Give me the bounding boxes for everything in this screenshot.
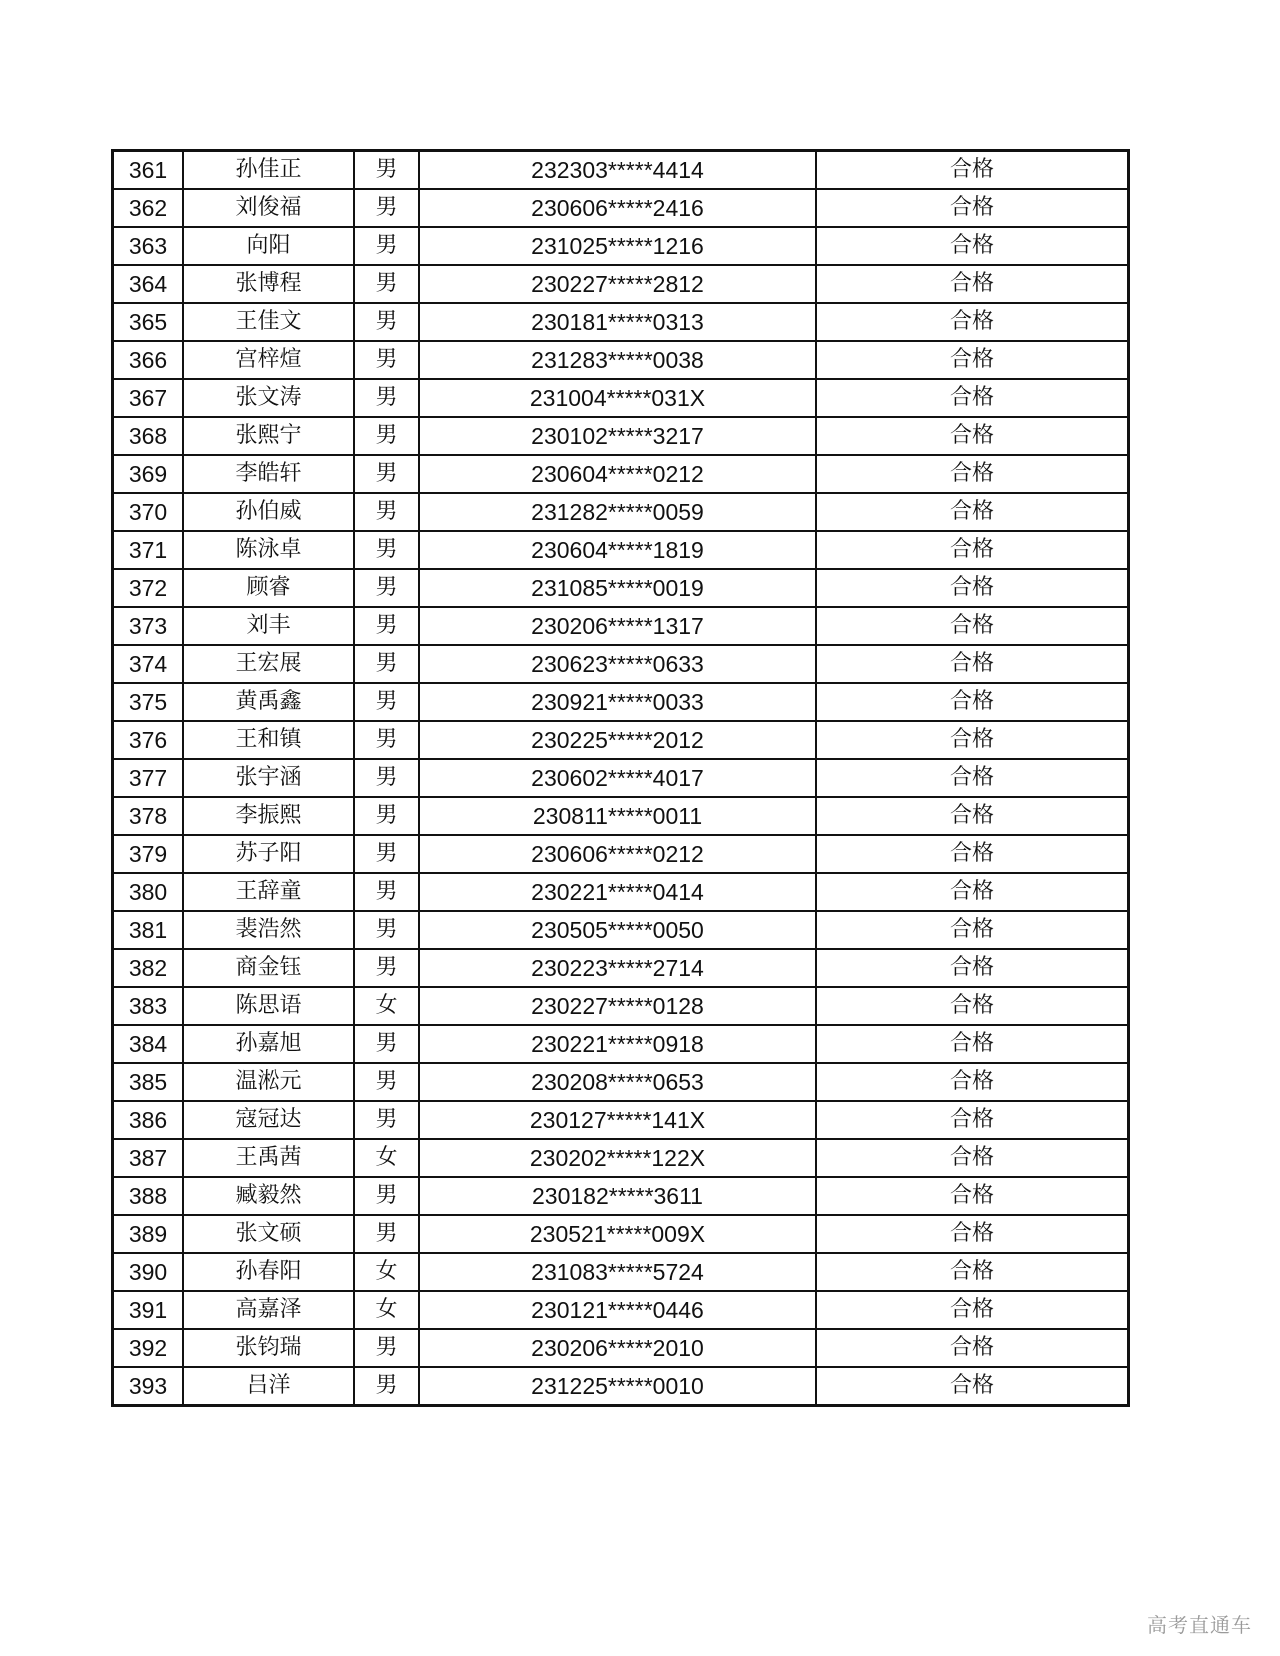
candidate-name: 刘俊福	[183, 189, 354, 227]
candidate-gender: 女	[354, 1139, 419, 1177]
candidate-name: 孙嘉旭	[183, 1025, 354, 1063]
result-status: 合格	[816, 949, 1129, 987]
masked-id-number: 230221*****0918	[419, 1025, 816, 1063]
candidate-gender: 女	[354, 1253, 419, 1291]
candidate-name: 张文硕	[183, 1215, 354, 1253]
masked-id-number: 230604*****0212	[419, 455, 816, 493]
result-status: 合格	[816, 303, 1129, 341]
candidate-name: 顾睿	[183, 569, 354, 607]
candidate-gender: 男	[354, 189, 419, 227]
result-status: 合格	[816, 341, 1129, 379]
candidate-gender: 男	[354, 1215, 419, 1253]
table-row	[113, 759, 1129, 797]
table-row	[113, 1291, 1129, 1329]
candidate-name: 张博程	[183, 265, 354, 303]
masked-id-number: 230127*****141X	[419, 1101, 816, 1139]
row-number: 392	[113, 1329, 184, 1367]
candidate-gender: 女	[354, 987, 419, 1025]
candidate-name: 孙伯威	[183, 493, 354, 531]
candidate-name: 商金钰	[183, 949, 354, 987]
result-status: 合格	[816, 873, 1129, 911]
masked-id-number: 230602*****4017	[419, 759, 816, 797]
table-row	[113, 303, 1129, 341]
masked-id-number: 230225*****2012	[419, 721, 816, 759]
row-number: 388	[113, 1177, 184, 1215]
table-row	[113, 227, 1129, 265]
row-number: 390	[113, 1253, 184, 1291]
row-number: 385	[113, 1063, 184, 1101]
row-number: 374	[113, 645, 184, 683]
table-row	[113, 417, 1129, 455]
table-row	[113, 569, 1129, 607]
candidate-gender: 男	[354, 1177, 419, 1215]
result-status: 合格	[816, 1253, 1129, 1291]
masked-id-number: 230182*****3611	[419, 1177, 816, 1215]
table-row	[113, 455, 1129, 493]
row-number: 375	[113, 683, 184, 721]
masked-id-number: 231282*****0059	[419, 493, 816, 531]
results-table-body	[113, 151, 1129, 1406]
masked-id-number: 230181*****0313	[419, 303, 816, 341]
table-row	[113, 493, 1129, 531]
row-number: 382	[113, 949, 184, 987]
masked-id-number: 230604*****1819	[419, 531, 816, 569]
masked-id-number: 230208*****0653	[419, 1063, 816, 1101]
masked-id-number: 230206*****1317	[419, 607, 816, 645]
candidate-gender: 男	[354, 835, 419, 873]
result-status: 合格	[816, 227, 1129, 265]
candidate-gender: 男	[354, 721, 419, 759]
row-number: 366	[113, 341, 184, 379]
result-status: 合格	[816, 493, 1129, 531]
table-row	[113, 949, 1129, 987]
table-row	[113, 873, 1129, 911]
result-status: 合格	[816, 1291, 1129, 1329]
row-number: 386	[113, 1101, 184, 1139]
candidate-gender: 男	[354, 569, 419, 607]
table-row	[113, 341, 1129, 379]
table-row	[113, 721, 1129, 759]
row-number: 381	[113, 911, 184, 949]
candidate-gender: 男	[354, 645, 419, 683]
candidate-gender: 男	[354, 265, 419, 303]
masked-id-number: 230227*****0128	[419, 987, 816, 1025]
row-number: 387	[113, 1139, 184, 1177]
candidate-gender: 男	[354, 911, 419, 949]
result-status: 合格	[816, 1329, 1129, 1367]
masked-id-number: 232303*****4414	[419, 151, 816, 190]
masked-id-number: 230811*****0011	[419, 797, 816, 835]
candidate-gender: 男	[354, 417, 419, 455]
table-row	[113, 987, 1129, 1025]
candidate-name: 陈泳卓	[183, 531, 354, 569]
result-status: 合格	[816, 417, 1129, 455]
table-row	[113, 1329, 1129, 1367]
candidate-name: 张文涛	[183, 379, 354, 417]
candidate-gender: 男	[354, 151, 419, 190]
candidate-gender: 男	[354, 341, 419, 379]
masked-id-number: 230606*****0212	[419, 835, 816, 873]
result-status: 合格	[816, 683, 1129, 721]
row-number: 377	[113, 759, 184, 797]
row-number: 373	[113, 607, 184, 645]
result-status: 合格	[816, 189, 1129, 227]
candidate-gender: 男	[354, 1367, 419, 1406]
candidate-gender: 男	[354, 1329, 419, 1367]
row-number: 372	[113, 569, 184, 607]
table-row	[113, 683, 1129, 721]
table-row	[113, 379, 1129, 417]
candidate-gender: 男	[354, 227, 419, 265]
table-row	[113, 1367, 1129, 1406]
row-number: 384	[113, 1025, 184, 1063]
table-row	[113, 265, 1129, 303]
masked-id-number: 231083*****5724	[419, 1253, 816, 1291]
result-status: 合格	[816, 835, 1129, 873]
candidate-gender: 男	[354, 1101, 419, 1139]
masked-id-number: 231225*****0010	[419, 1367, 816, 1406]
row-number: 363	[113, 227, 184, 265]
candidate-name: 孙佳正	[183, 151, 354, 190]
result-status: 合格	[816, 1063, 1129, 1101]
table-row	[113, 151, 1129, 190]
row-number: 365	[113, 303, 184, 341]
masked-id-number: 230121*****0446	[419, 1291, 816, 1329]
result-status: 合格	[816, 797, 1129, 835]
row-number: 391	[113, 1291, 184, 1329]
candidate-name: 臧毅然	[183, 1177, 354, 1215]
masked-id-number: 230921*****0033	[419, 683, 816, 721]
masked-id-number: 230227*****2812	[419, 265, 816, 303]
candidate-name: 刘丰	[183, 607, 354, 645]
candidate-name: 王佳文	[183, 303, 354, 341]
candidate-name: 王禹茜	[183, 1139, 354, 1177]
result-status: 合格	[816, 721, 1129, 759]
masked-id-number: 231025*****1216	[419, 227, 816, 265]
result-status: 合格	[816, 911, 1129, 949]
candidate-gender: 男	[354, 759, 419, 797]
row-number: 393	[113, 1367, 184, 1406]
candidate-gender: 男	[354, 531, 419, 569]
candidate-gender: 男	[354, 873, 419, 911]
row-number: 368	[113, 417, 184, 455]
masked-id-number: 230521*****009X	[419, 1215, 816, 1253]
row-number: 389	[113, 1215, 184, 1253]
table-row	[113, 911, 1129, 949]
candidate-gender: 男	[354, 455, 419, 493]
result-status: 合格	[816, 1177, 1129, 1215]
row-number: 364	[113, 265, 184, 303]
row-number: 378	[113, 797, 184, 835]
row-number: 383	[113, 987, 184, 1025]
table-row	[113, 1177, 1129, 1215]
table-row	[113, 1215, 1129, 1253]
masked-id-number: 230102*****3217	[419, 417, 816, 455]
result-status: 合格	[816, 1139, 1129, 1177]
masked-id-number: 230505*****0050	[419, 911, 816, 949]
result-status: 合格	[816, 265, 1129, 303]
candidate-gender: 男	[354, 379, 419, 417]
candidate-name: 张宇涵	[183, 759, 354, 797]
row-number: 362	[113, 189, 184, 227]
results-table	[111, 149, 1130, 1407]
result-status: 合格	[816, 987, 1129, 1025]
result-status: 合格	[816, 1367, 1129, 1406]
table-row	[113, 531, 1129, 569]
result-status: 合格	[816, 1025, 1129, 1063]
result-status: 合格	[816, 569, 1129, 607]
candidate-name: 宫梓煊	[183, 341, 354, 379]
table-row	[113, 835, 1129, 873]
candidate-name: 裴浩然	[183, 911, 354, 949]
candidate-name: 张钧瑞	[183, 1329, 354, 1367]
masked-id-number: 230202*****122X	[419, 1139, 816, 1177]
watermark-text: 高考直通车	[1147, 1613, 1252, 1637]
candidate-name: 李皓轩	[183, 455, 354, 493]
result-status: 合格	[816, 759, 1129, 797]
candidate-name: 吕洋	[183, 1367, 354, 1406]
candidate-name: 温淞元	[183, 1063, 354, 1101]
table-row	[113, 1101, 1129, 1139]
candidate-gender: 男	[354, 607, 419, 645]
candidate-name: 向阳	[183, 227, 354, 265]
masked-id-number: 231085*****0019	[419, 569, 816, 607]
masked-id-number: 230623*****0633	[419, 645, 816, 683]
candidate-name: 黄禹鑫	[183, 683, 354, 721]
table-row	[113, 189, 1129, 227]
table-row	[113, 1025, 1129, 1063]
masked-id-number: 230606*****2416	[419, 189, 816, 227]
row-number: 371	[113, 531, 184, 569]
result-status: 合格	[816, 1101, 1129, 1139]
candidate-gender: 男	[354, 1025, 419, 1063]
result-status: 合格	[816, 607, 1129, 645]
table-row	[113, 645, 1129, 683]
candidate-name: 王辞童	[183, 873, 354, 911]
result-status: 合格	[816, 1215, 1129, 1253]
masked-id-number: 230223*****2714	[419, 949, 816, 987]
candidate-name: 李振熙	[183, 797, 354, 835]
candidate-gender: 男	[354, 303, 419, 341]
candidate-name: 高嘉泽	[183, 1291, 354, 1329]
row-number: 370	[113, 493, 184, 531]
masked-id-number: 231283*****0038	[419, 341, 816, 379]
row-number: 376	[113, 721, 184, 759]
masked-id-number: 230221*****0414	[419, 873, 816, 911]
result-status: 合格	[816, 379, 1129, 417]
candidate-gender: 男	[354, 493, 419, 531]
candidate-name: 王和镇	[183, 721, 354, 759]
candidate-name: 张熙宁	[183, 417, 354, 455]
row-number: 379	[113, 835, 184, 873]
masked-id-number: 231004*****031X	[419, 379, 816, 417]
candidate-gender: 男	[354, 949, 419, 987]
result-status: 合格	[816, 151, 1129, 190]
result-status: 合格	[816, 645, 1129, 683]
row-number: 380	[113, 873, 184, 911]
row-number: 367	[113, 379, 184, 417]
candidate-name: 寇冠达	[183, 1101, 354, 1139]
table-row	[113, 1063, 1129, 1101]
candidate-name: 陈思语	[183, 987, 354, 1025]
masked-id-number: 230206*****2010	[419, 1329, 816, 1367]
candidate-gender: 女	[354, 1291, 419, 1329]
candidate-name: 王宏展	[183, 645, 354, 683]
candidate-gender: 男	[354, 1063, 419, 1101]
table-row	[113, 797, 1129, 835]
result-status: 合格	[816, 531, 1129, 569]
candidate-gender: 男	[354, 683, 419, 721]
row-number: 361	[113, 151, 184, 190]
candidate-name: 苏子阳	[183, 835, 354, 873]
table-row	[113, 1139, 1129, 1177]
table-row	[113, 1253, 1129, 1291]
candidate-gender: 男	[354, 797, 419, 835]
row-number: 369	[113, 455, 184, 493]
result-status: 合格	[816, 455, 1129, 493]
table-row	[113, 607, 1129, 645]
candidate-name: 孙春阳	[183, 1253, 354, 1291]
